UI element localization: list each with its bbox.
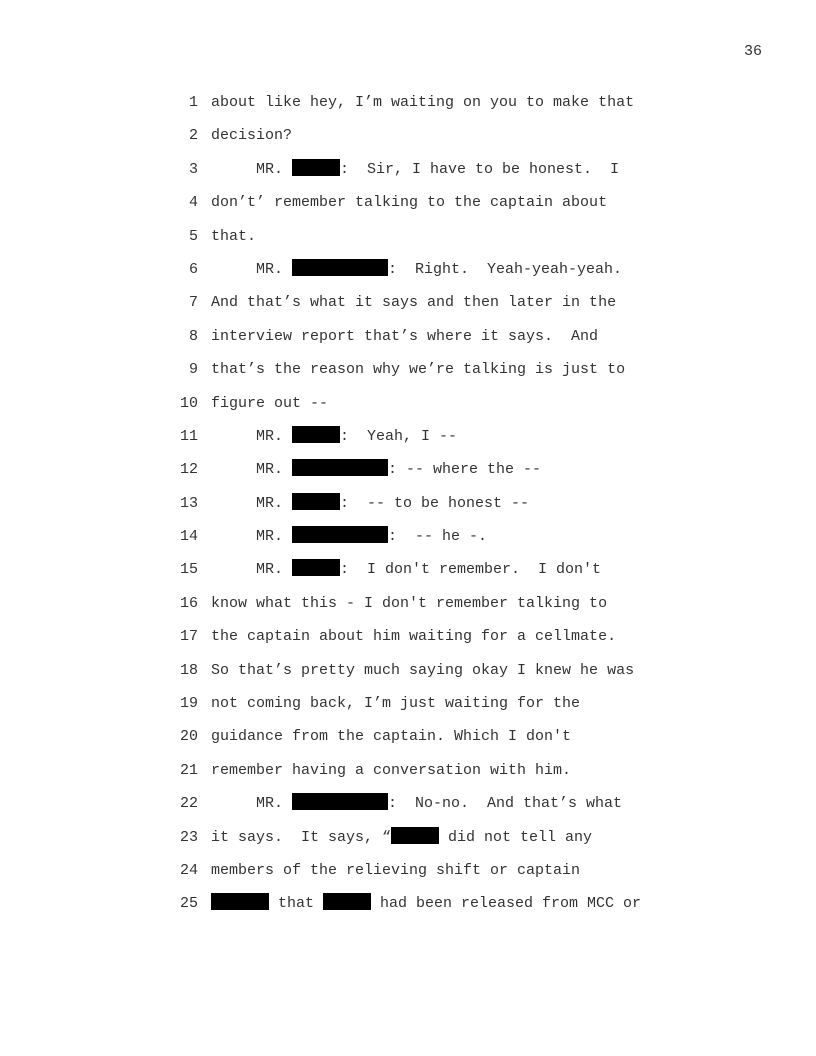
line-text: that. [211, 227, 257, 245]
line-text: MR. [211, 561, 293, 579]
line-number: 8 [188, 327, 198, 345]
line-text: : Yeah, I -- [340, 427, 458, 445]
line-text: : Right. Yeah-yeah-yeah. [388, 260, 623, 278]
line-text: did not tell any [439, 828, 593, 846]
transcript-line [170, 493, 690, 526]
line-text: : No-no. And that’s what [388, 795, 623, 813]
redaction-block [292, 559, 340, 576]
redaction-block [323, 893, 371, 910]
line-text: guidance from the captain. Which I don't [211, 728, 572, 746]
line-text: : -- where the -- [388, 461, 542, 479]
redaction-block [292, 159, 340, 176]
transcript-line [170, 660, 690, 693]
line-text: had been released from MCC or [371, 895, 642, 913]
line-number: 10 [179, 394, 198, 412]
line-text: decision? [211, 127, 293, 145]
line-text: So that’s pretty much saying okay I knew he was [211, 661, 635, 679]
transcript-line [170, 459, 690, 492]
page-number: 36 [743, 43, 762, 60]
redaction-block [292, 526, 388, 543]
line-text: MR. [211, 494, 293, 512]
transcript-line [170, 793, 690, 826]
transcript-line [170, 860, 690, 893]
line-number: 9 [188, 361, 198, 379]
transcript-line [170, 393, 690, 426]
transcript-line [170, 526, 690, 559]
transcript-line [170, 359, 690, 392]
line-text: : -- to be honest -- [340, 494, 530, 512]
transcript-body [170, 92, 690, 927]
line-text: MR. [211, 795, 293, 813]
line-number: 21 [179, 761, 198, 779]
transcript-line [170, 827, 690, 860]
transcript-line [170, 626, 690, 659]
line-number: 16 [179, 594, 198, 612]
line-number: 1 [188, 94, 198, 111]
line-number: 19 [179, 695, 198, 713]
transcript-line [170, 726, 690, 759]
line-number: 4 [188, 194, 198, 212]
transcript-line [170, 693, 690, 726]
redaction-block [292, 459, 388, 476]
line-number: 20 [179, 728, 198, 746]
redaction-block [211, 893, 269, 910]
line-number: 23 [179, 828, 198, 846]
transcript-line [170, 259, 690, 292]
redaction-block [292, 793, 388, 810]
transcript-line [170, 292, 690, 325]
line-text: the captain about him waiting for a cellmate. [211, 628, 617, 646]
redaction-block [292, 493, 340, 510]
line-number: 13 [179, 494, 198, 512]
line-text: that’s the reason why we’re talking is just to [211, 361, 626, 379]
line-number: 24 [179, 861, 198, 879]
line-text: about like hey, I’m waiting on you to make that [211, 94, 635, 111]
redaction-block [292, 259, 388, 276]
line-number: 14 [179, 528, 198, 546]
line-number: 6 [188, 260, 198, 278]
line-text: that [269, 895, 324, 913]
line-number: 22 [179, 795, 198, 813]
transcript-line [170, 893, 690, 926]
line-text: it says. It says, “ [211, 828, 392, 846]
line-text: : -- he -. [388, 528, 488, 546]
line-number: 3 [188, 160, 198, 178]
line-text: interview report that’s where it says. And [211, 327, 599, 345]
transcript-line [170, 559, 690, 592]
line-text: remember having a conversation with him. [211, 761, 572, 779]
transcript-line [170, 593, 690, 626]
line-number: 15 [179, 561, 198, 579]
line-number: 7 [188, 294, 198, 312]
line-number: 2 [188, 127, 198, 145]
line-text: don’t’ remember talking to the captain about [211, 194, 608, 212]
line-number: 25 [179, 895, 198, 913]
line-text: MR. [211, 461, 293, 479]
redaction-block [292, 426, 340, 443]
line-text: And that’s what it says and then later in the [211, 294, 617, 312]
transcript-line [170, 92, 690, 125]
line-text: not coming back, I’m just waiting for the [211, 695, 581, 713]
line-number: 5 [188, 227, 198, 245]
line-text: MR. [211, 160, 293, 178]
redaction-block [391, 827, 439, 844]
line-text: : Sir, I have to be honest. I [340, 160, 620, 178]
line-text: : I don't remember. I don't [340, 561, 602, 579]
line-number: 11 [179, 427, 198, 445]
line-number: 12 [179, 461, 198, 479]
transcript-line [170, 326, 690, 359]
line-text: know what this - I don't remember talking to [211, 594, 608, 612]
line-number: 18 [179, 661, 198, 679]
line-text: figure out -- [211, 394, 329, 412]
line-text: MR. [211, 528, 293, 546]
transcript-line [170, 226, 690, 259]
transcript-line [170, 426, 690, 459]
line-text: MR. [211, 260, 293, 278]
transcript-line [170, 192, 690, 225]
line-text: MR. [211, 427, 293, 445]
line-number: 17 [179, 628, 198, 646]
transcript-line [170, 159, 690, 192]
transcript-line [170, 760, 690, 793]
line-text: members of the relieving shift or captain [211, 861, 581, 879]
transcript-line [170, 125, 690, 158]
